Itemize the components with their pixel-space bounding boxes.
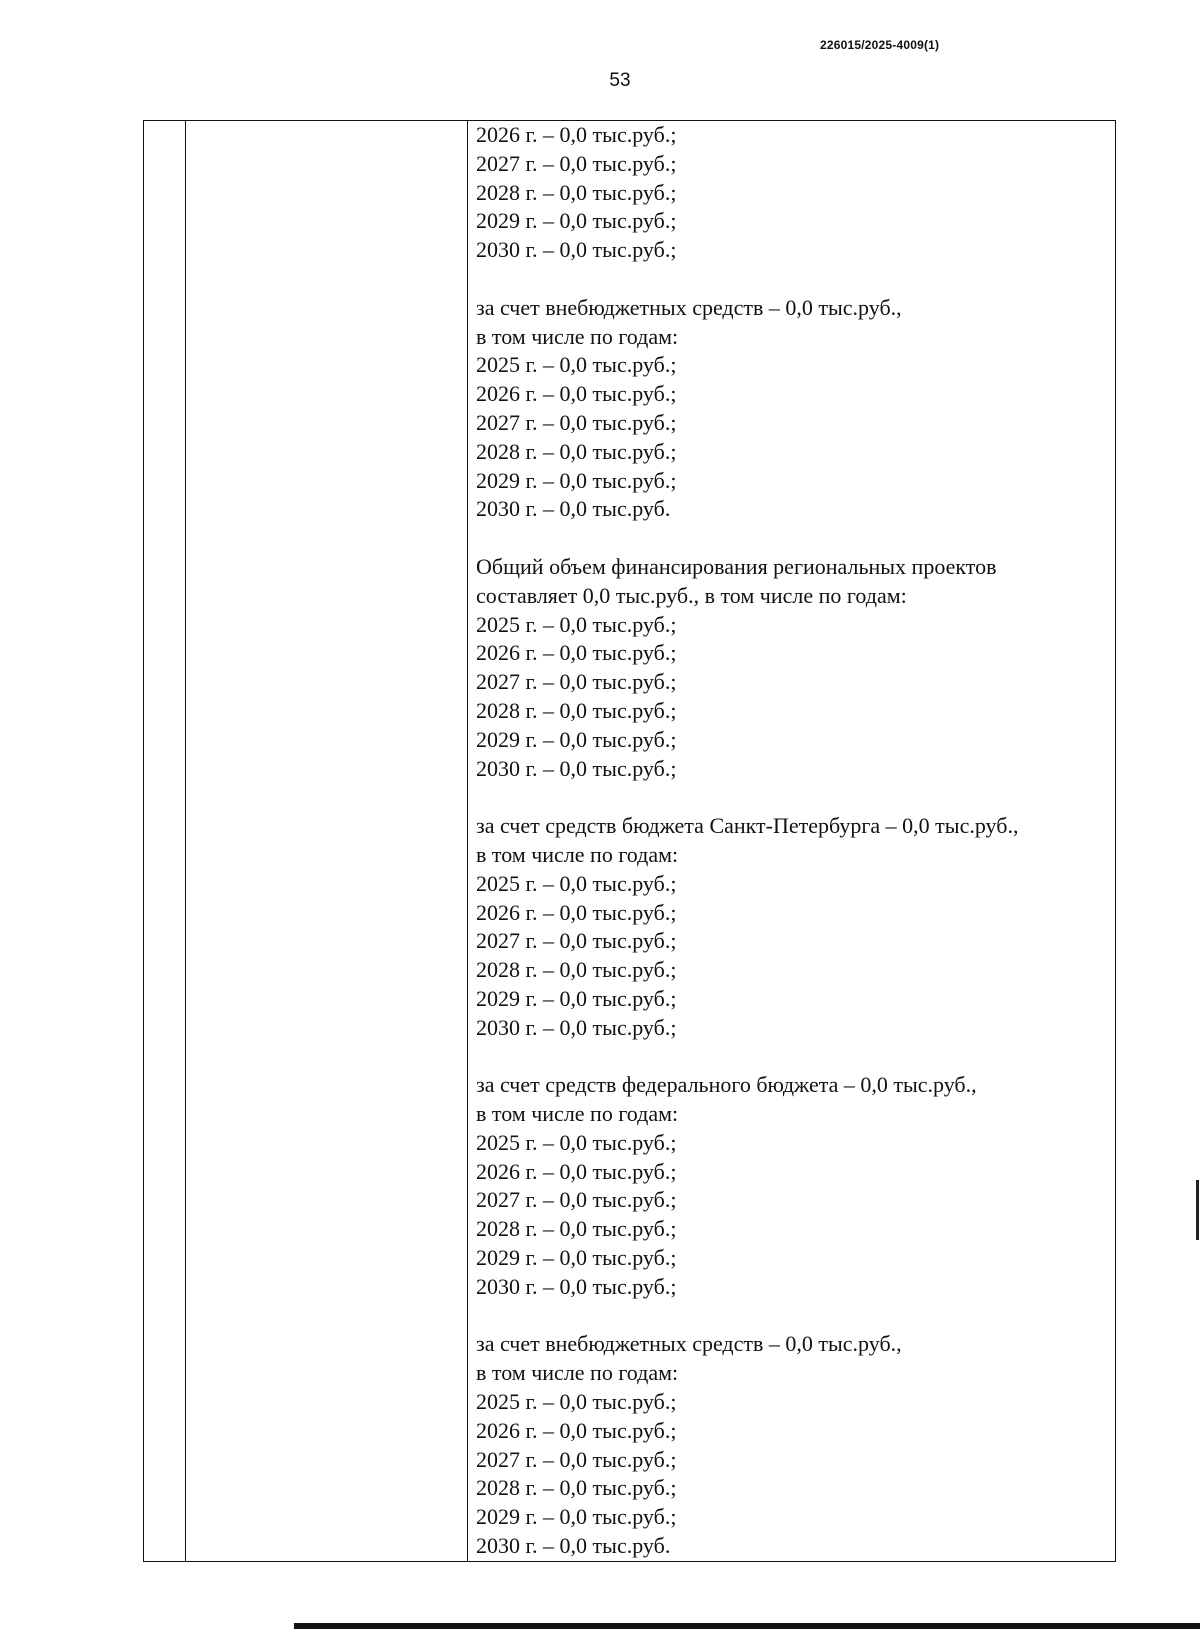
text-line: 2030 г. – 0,0 тыс.руб. xyxy=(476,1533,671,1559)
table-column-divider xyxy=(467,121,468,1561)
text-line: 2029 г. – 0,0 тыс.руб.; xyxy=(476,985,677,1011)
text-line: 2025 г. – 0,0 тыс.руб.; xyxy=(476,611,677,637)
financing-text-cell xyxy=(476,121,1101,1561)
text-line: 2025 г. – 0,0 тыс.руб.; xyxy=(476,1129,677,1155)
text-line: 2027 г. – 0,0 тыс.руб.; xyxy=(476,1446,677,1472)
text-line: за счет внебюджетных средств – 0,0 тыс.руб., xyxy=(476,294,902,320)
text-line: 2028 г. – 0,0 тыс.руб.; xyxy=(476,179,677,205)
page-number: 53 xyxy=(609,70,631,91)
text-line: 2029 г. – 0,0 тыс.руб.; xyxy=(476,1245,677,1271)
text-line: 2026 г. – 0,0 тыс.руб.; xyxy=(476,122,677,147)
text-line: за счет средств федерального бюджета – 0,0 тыс.руб., xyxy=(476,1072,977,1098)
blank-line xyxy=(476,1043,1101,1072)
text-line: 2026 г. – 0,0 тыс.руб.; xyxy=(476,640,677,666)
blank-line xyxy=(476,1302,1101,1331)
text-line: 2029 г. – 0,0 тыс.руб.; xyxy=(476,208,677,234)
document-table xyxy=(143,120,1116,1562)
text-line: 2027 г. – 0,0 тыс.руб.; xyxy=(476,409,677,435)
text-line: 2027 г. – 0,0 тыс.руб.; xyxy=(476,1187,677,1213)
text-line: 2026 г. – 0,0 тыс.руб.; xyxy=(476,1158,677,1184)
text-line: 2030 г. – 0,0 тыс.руб.; xyxy=(476,1273,677,1299)
text-line: за счет средств бюджета Санкт-Петербурга – 0,0 тыс.руб., xyxy=(476,813,1019,839)
text-line: 2029 г. – 0,0 тыс.руб.; xyxy=(476,726,677,752)
text-line: Общий объем финансирования региональных проектов xyxy=(476,553,997,579)
blank-line xyxy=(476,524,1101,553)
text-line: 2026 г. – 0,0 тыс.руб.; xyxy=(476,381,677,407)
text-line: 2030 г. – 0,0 тыс.руб.; xyxy=(476,237,677,263)
text-line: 2028 г. – 0,0 тыс.руб.; xyxy=(476,957,677,983)
text-line: в том числе по годам: xyxy=(476,841,679,867)
text-line: 2027 г. – 0,0 тыс.руб.; xyxy=(476,150,677,176)
scan-edge-shadow xyxy=(294,1623,1200,1629)
text-line: в том числе по годам: xyxy=(476,1360,679,1386)
text-line: в том числе по годам: xyxy=(476,1101,679,1127)
text-line: в том числе по годам: xyxy=(476,323,679,349)
text-line: составляет 0,0 тыс.руб., в том числе по годам: xyxy=(476,582,907,608)
text-line: 2025 г. – 0,0 тыс.руб.; xyxy=(476,870,677,896)
text-line: 2026 г. – 0,0 тыс.руб.; xyxy=(476,899,677,925)
text-line: 2027 г. – 0,0 тыс.руб.; xyxy=(476,669,677,695)
text-line: 2028 г. – 0,0 тыс.руб.; xyxy=(476,1475,677,1501)
text-line: 2030 г. – 0,0 тыс.руб.; xyxy=(476,755,677,781)
text-line: 2028 г. – 0,0 тыс.руб.; xyxy=(476,697,677,723)
text-line: 2026 г. – 0,0 тыс.руб.; xyxy=(476,1417,677,1443)
text-line: за счет внебюджетных средств – 0,0 тыс.руб., xyxy=(476,1331,902,1357)
document-id: 226015/2025-4009(1) xyxy=(820,38,940,52)
blank-line xyxy=(476,783,1101,812)
text-line: 2025 г. – 0,0 тыс.руб.; xyxy=(476,1389,677,1415)
text-line: 2027 г. – 0,0 тыс.руб.; xyxy=(476,928,677,954)
text-line: 2029 г. – 0,0 тыс.руб.; xyxy=(476,467,677,493)
text-line: 2030 г. – 0,0 тыс.руб. xyxy=(476,496,671,522)
blank-line xyxy=(476,265,1101,294)
text-line: 2028 г. – 0,0 тыс.руб.; xyxy=(476,438,677,464)
text-line: 2028 г. – 0,0 тыс.руб.; xyxy=(476,1216,677,1242)
text-line: 2025 г. – 0,0 тыс.руб.; xyxy=(476,352,677,378)
text-line: 2030 г. – 0,0 тыс.руб.; xyxy=(476,1014,677,1040)
text-line: 2029 г. – 0,0 тыс.руб.; xyxy=(476,1504,677,1530)
table-column-divider xyxy=(185,121,186,1561)
scan-edge-mark xyxy=(1196,1180,1199,1240)
